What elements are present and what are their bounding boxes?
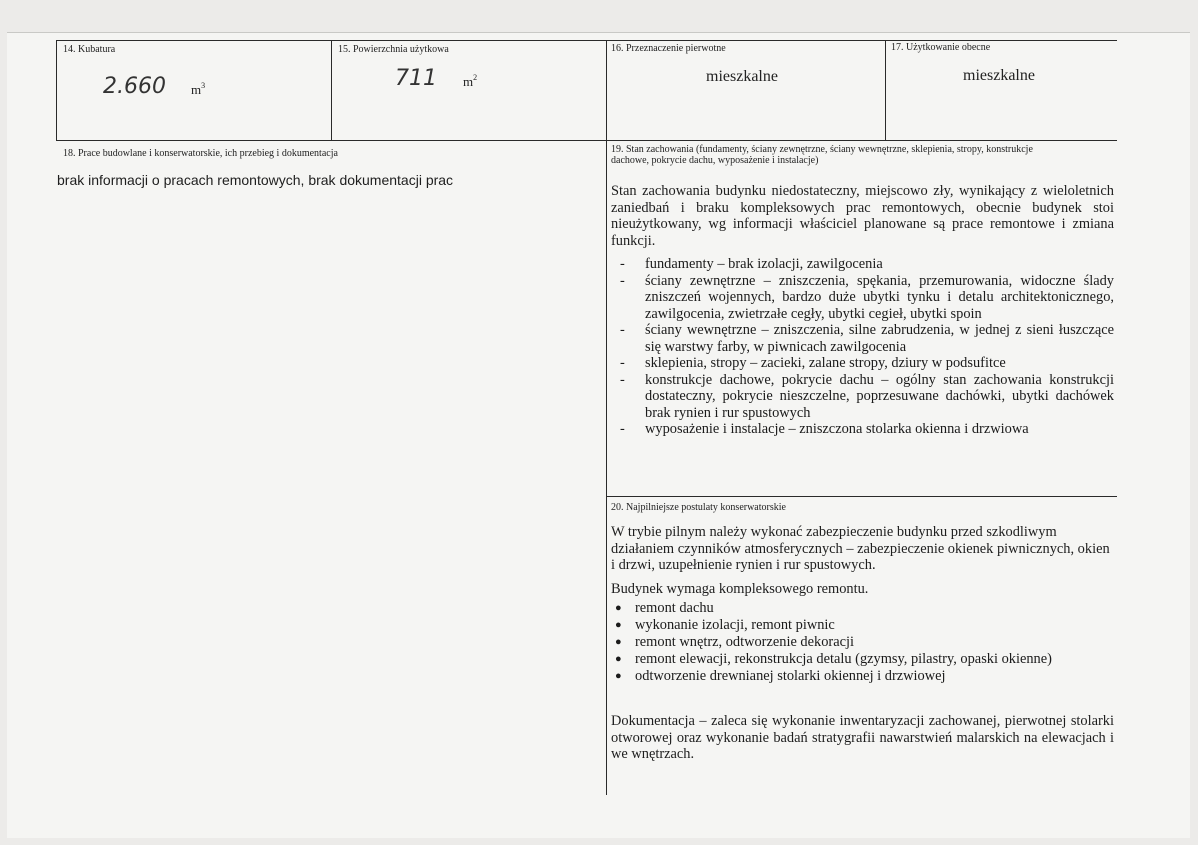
bullet-icon: ● bbox=[615, 653, 622, 665]
field-18-label: 18. Prace budowlane i konserwatorskie, ich przebieg i dokumentacja bbox=[63, 148, 338, 159]
list-item: - ściany zewnętrzne – zniszczenia, spękania, przemurowania, widoczne ślady zniszczeń wojennych, bardzo duże ubytki tynku i detalu architektonicznego, zawilgocenia, zwietrzałe cegły, ubytki cegieł, ubytki spoin bbox=[620, 272, 1114, 322]
field-17-label: 17. Użytkowanie obecne bbox=[891, 42, 991, 53]
bullet-icon: ● bbox=[615, 619, 622, 631]
field-16-value: mieszkalne bbox=[706, 68, 778, 85]
field-20-paragraph-3: Dokumentacja – zaleca się wykonanie inwentaryzacji zachowanej, pierwotnej stolarki otworowej oraz wykonanie badań stratygrafii nawarstwień malarskich na elewacjach i we wnętrzach. bbox=[611, 713, 1114, 762]
row-rule-1 bbox=[56, 140, 1117, 141]
list-item: - konstrukcje dachowe, pokrycie dachu – ogólny stan zachowania konstrukcji dostateczny, pokrycie nieszczelne, poprzesuwane dachówki, ubytki dachówek brak rynien i rur spustowych bbox=[620, 371, 1114, 421]
list-item: ● remont elewacji, rekonstrukcja detalu (gzymsy, pilastry, opaski okienne) bbox=[615, 651, 1052, 667]
field-14-value: 2.660 bbox=[103, 74, 166, 99]
list-item: ● odtworzenie drewnianej stolarki okiennej i drzwiowej bbox=[615, 668, 946, 684]
field-14-unit: $m^3$ bbox=[191, 81, 206, 97]
field-20-label: 20. Najpilniejsze postulaty konserwatorskie bbox=[611, 502, 786, 513]
list-item: - sklepienia, stropy – zacieki, zalane stropy, dziury w podsufitce bbox=[620, 355, 1006, 371]
list-item: - fundamenty – brak izolacji, zawilgocenia bbox=[620, 256, 883, 272]
field-20-paragraph-2: Budynek wymaga kompleksowego remontu. bbox=[611, 581, 869, 597]
field-17-value: mieszkalne bbox=[963, 67, 1035, 84]
divider-16-17 bbox=[885, 40, 886, 140]
field-16-label: 16. Przeznaczenie pierwotne bbox=[611, 43, 726, 54]
top-rule bbox=[56, 40, 1117, 41]
field-19-intro: Stan zachowania budynku niedostateczny, miejscowo zły, wynikający z wieloletnich zaniedbań i braku kompleksowych prac remontowych, obecnie budynek stoi nieużytkowany, wg informacji właściciel planowane są prace remontowe i zmiana funkcji. bbox=[611, 183, 1114, 249]
field-20-bullet-list bbox=[611, 600, 1114, 685]
field-19-label bbox=[611, 144, 1111, 166]
field-19-condition-list bbox=[614, 256, 1114, 438]
row-rule-19-20 bbox=[606, 496, 1117, 497]
list-item: ● wykonanie izolacji, remont piwnic bbox=[615, 617, 835, 633]
field-19-label-line-2: dachowe, pokrycie dachu, wyposażenie i instalacje) bbox=[611, 155, 819, 166]
field-15-unit: $m^2$ bbox=[463, 73, 478, 89]
field-14-label: 14. Kubatura bbox=[63, 44, 116, 55]
list-item: - ściany wewnętrzne – zniszczenia, silne zabrudzenia, w jednej z sieni łuszczące się warstwy farby, w piwnicach zawilgocenia bbox=[620, 322, 1114, 355]
list-item: ● remont wnętrz, odtworzenie dekoracji bbox=[615, 634, 854, 650]
bullet-icon: ● bbox=[615, 670, 622, 682]
divider-14-15 bbox=[331, 40, 332, 140]
field-19-label-line-1: 19. Stan zachowania (fundamenty, ściany zewnętrzne, ściany wewnętrzne, sklepienia, stropy, konstrukcje bbox=[611, 144, 1033, 155]
center-divider bbox=[606, 40, 607, 795]
field-15-label: 15. Powierzchnia użytkowa bbox=[338, 44, 449, 55]
list-item: ● remont dachu bbox=[615, 600, 714, 616]
field-20-paragraph-1: W trybie pilnym należy wykonać zabezpieczenie budynku przed szkodliwym działaniem czynników atmosferycznych – zabezpieczenie okienek piwnicznych, okien i drzwi, uzupełnienie rynien i rur spustowych. bbox=[611, 524, 1110, 573]
list-item: - wyposażenie i instalacje – zniszczona stolarka okienna i drzwiowa bbox=[620, 421, 1029, 437]
left-rule-top bbox=[56, 40, 57, 140]
bullet-icon: ● bbox=[615, 602, 622, 614]
field-18-text: brak informacji o pracach remontowych, brak dokumentacji prac bbox=[57, 172, 454, 188]
field-15-value: 711 bbox=[395, 66, 437, 91]
bullet-icon: ● bbox=[615, 636, 622, 648]
